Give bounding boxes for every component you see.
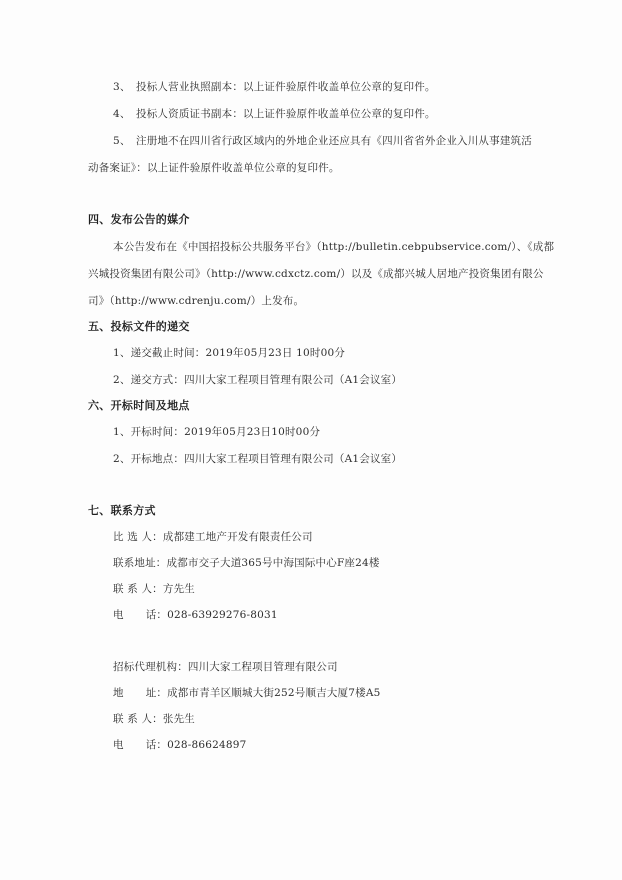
agency-name-row [113, 660, 338, 674]
buyer-name-row [113, 530, 313, 544]
agency-phone-row [113, 738, 247, 752]
agency-phone-label-a: 电 [113, 739, 124, 751]
buyer-phone: 028-63929276-8031 [167, 609, 278, 621]
agency-address: 成都市青羊区顺城大街252号顺吉大厦7楼A5 [167, 687, 381, 699]
buyer-name-label: 比 选 人： [113, 531, 163, 543]
agency-phone: 028-86624897 [167, 739, 247, 751]
buyer-contact: 方先生 [162, 583, 195, 595]
buyer-address-row [113, 556, 380, 570]
qualification-item-3: 3、 投标人营业执照副本：以上证件验原件收盖单位公章的复印件。 [113, 81, 436, 93]
buyer-contact-label: 联 系 人： [113, 583, 163, 595]
submission-method: 2、递交方式：四川大家工程项目管理有限公司（A1会议室） [113, 374, 403, 386]
qualification-item-4: 4、 投标人资质证书副本：以上证件验原件收盖单位公章的复印件。 [113, 108, 436, 120]
media-line-3: 司》（http://www.cdrenju.com/）上发布。 [88, 295, 305, 307]
agency-name-label: 招标代理机构： [113, 661, 188, 673]
buyer-address: 成都市交子大道365号中海国际中心F座24楼 [166, 557, 380, 569]
agency-address-label-b: 址： [145, 687, 168, 699]
agency-phone-label-b: 话： [145, 739, 168, 751]
section-heading-media: 四、发布公告的媒介 [88, 213, 190, 226]
media-line-2: 兴城投资集团有限公司》（http://www.cdxctz.com/）以及《成都兴城人居地产投资集团有限公 [88, 268, 544, 280]
buyer-address-label: 联系地址： [113, 557, 167, 569]
buyer-phone-row [113, 608, 278, 622]
opening-location: 2、开标地点：四川大家工程项目管理有限公司（A1会议室） [113, 453, 403, 465]
media-line-1: 本公告发布在《中国招投标公共服务平台》（http://bulletin.cebpubservice.com/）、《成都 [113, 241, 555, 253]
qualification-item-5-continued: 动备案证》：以上证件验原件收盖单位公章的复印件。 [88, 162, 340, 174]
agency-contact: 张先生 [162, 713, 195, 725]
buyer-name: 成都建工地产开发有限责任公司 [162, 531, 313, 543]
qualification-item-5: 5、 注册地不在四川省行政区域内的外地企业还应具有《四川省省外企业入川从事建筑活 [113, 135, 532, 147]
agency-contact-label: 联 系 人： [113, 713, 163, 725]
buyer-contact-row [113, 582, 195, 596]
buyer-phone-label-a: 电 [113, 609, 124, 621]
opening-time: 1、开标时间：2019年05月23日10时00分 [113, 426, 321, 438]
agency-contact-row [113, 712, 195, 726]
submission-deadline: 1、递交截止时间：2019年05月23日 10时00分 [113, 347, 346, 359]
section-heading-contact: 七、联系方式 [88, 504, 156, 517]
agency-address-row [113, 686, 381, 700]
section-heading-opening: 六、开标时间及地点 [88, 399, 190, 412]
agency-name: 四川大家工程项目管理有限公司 [187, 661, 338, 673]
agency-address-label-a: 地 [113, 687, 124, 699]
section-heading-submission: 五、投标文件的递交 [88, 320, 190, 333]
buyer-phone-label-b: 话： [145, 609, 168, 621]
